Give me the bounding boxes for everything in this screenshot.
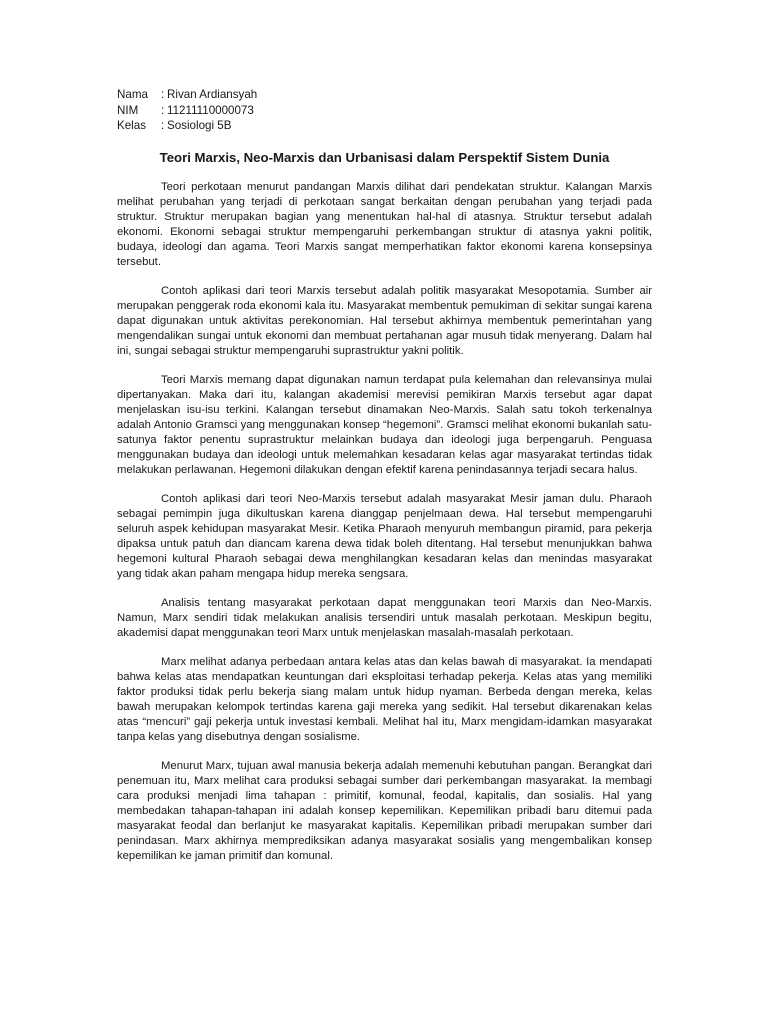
paragraph-6: Marx melihat adanya perbedaan antara kelas atas dan kelas bawah di masyarakat. Ia mendapati bahwa kelas atas mendapatkan keuntungan dari eksploitasi terhadap pekerja. Kelas atas yang memiliki faktor produksi tidak perlu bekerja siang malam untuk hidup nyaman. Berbeda dengan mereka, kelas bawah merupakan kelompok tertindas karena gaji mereka yang sedikit. Hal tersebut dikarenakan kelas atas “mencuri” gaji pekerja untuk investasi kembali. Melihat hal itu, Marx mengidam-idamkan masyarakat tanpa kelas yang disebutnya dengan sosialisme.	[117, 656, 652, 743]
paragraph-2: Contoh aplikasi dari teori Marxis tersebut adalah politik masyarakat Mesopotamia. Sumber air merupakan penggerak roda ekonomi kala itu. Masyarakat membentuk pemukiman di sekitar sungai karena dapat digunakan untuk aktivitas perekonomian. Hal tersebut akhirnya membentuk pemerintahan yang mengendalikan sungai untuk ekonomi dan membuat pertahanan agar musuh tidak menyerang. Dalam hal ini, sungai sebagai struktur mempengaruhi suprastruktur yakni politik.	[117, 285, 652, 357]
name-separator: :	[161, 88, 165, 101]
class-value: Sosiologi 5B	[167, 119, 232, 133]
name-value: Rivan Ardiansyah	[167, 88, 258, 101]
paragraph-1: Teori perkotaan menurut pandangan Marxis dilihat dari pendekatan struktur. Kalangan Marxis melihat perubahan yang terjadi di perkotaan sangat berkaitan dengan perubahan yang terjadi pada struktur. Struktur merupakan bagian yang menentukan hal-hal di atasnya. Struktur tersebut adalah ekonomi. Ekonomi sebagai struktur mempengaruhi perkembangan struktur di atasnya yakni politik, budaya, ideologi dan agama. Teori Marxis sangat memperhatikan faktor ekonomi karena konsepsinya tersebut.	[117, 181, 652, 268]
paragraph-4: Contoh aplikasi dari teori Neo-Marxis tersebut adalah masyarakat Mesir jaman dulu. Pharaoh sebagai pemimpin juga dikultuskan karena dianggap penjelmaan dewa. Hal tersebut mempengaruhi seluruh aspek kehidupan masyarakat Mesir. Ketika Pharaoh menyuruh membangun piramid, para pekerja dipaksa untuk patuh dan diancam karena dewa tidak boleh ditentang. Hal tersebut menunjukkan bahwa hegemoni kultural Pharaoh sebagai dewa menghilangkan kesadaran kelas dan menindas masyarakat yang tidak akan paham mengapa hidup mereka sengsara.	[117, 493, 652, 580]
paragraph-3: Teori Marxis memang dapat digunakan namun terdapat pula kelemahan dan relevansinya mulai dipertanyakan. Maka dari itu, kalangan akademisi merevisi pemikiran Marxis tersebut agar dapat menjelaskan isu-isu terkini. Kalangan tersebut dinamakan Neo-Marxis. Salah satu tokoh terkenalnya adalah Antonio Gramsci yang menggunakan konsep “hegemoni”. Gramsci melihat ekonomi bukanlah satu-satunya faktor penentu suprastruktur melainkan budaya dan ideologi juga berpengaruh. Penguasa menggunakan budaya dan ideologi untuk melemahkan kesadaran kelas agar masyarakat tertindas tidak melakukan perlawanan. Hegemoni dilakukan dengan efektif karena penindasannya terjadi secara halus.	[117, 374, 652, 476]
paragraph-7: Menurut Marx, tujuan awal manusia bekerja adalah memenuhi kebutuhan pangan. Berangkat dari penemuan itu, Marx melihat cara produksi sebagai sumber dari perkembangan masyarakat. Ia membagi cara produksi menjadi lima tahapan : primitif, komunal, feodal, kapitalis, dan sosialis. Hal yang membedakan tahapan-tahapan ini adalah konsep kepemilikan. Kepemilikan pribadi baru ditemui pada masyarakat feodal dan berlanjut ke masyarakat kapitalis. Kepemilikan pribadi merupakan sumber dari penindasan. Marx akhirnya memprediksikan adanya masyarakat sosialis yang mengembalikan konsep kepemilikan ke jaman primitif dan komunal.	[117, 760, 652, 862]
name-row	[117, 87, 257, 103]
document-body	[117, 180, 652, 878]
class-row	[117, 118, 257, 134]
nim-label: NIM	[117, 103, 139, 117]
document-title: Teori Marxis, Neo-Marxis dan Urbanisasi dalam Perspektif Sistem Dunia	[159, 150, 610, 165]
nim-value: 11211110000073	[167, 103, 254, 117]
paragraph-5: Analisis tentang masyarakat perkotaan dapat menggunakan teori Marxis dan Neo-Marxis. Namun, Marx sendiri tidak melakukan analisis tersendiri untuk masalah perkotaan. Meskipun begitu, akademisi dapat menggunakan teori Marx untuk menjelaskan masalah-masalah perkotaan.	[117, 597, 652, 639]
class-separator: :	[161, 119, 165, 133]
nim-separator: :	[161, 103, 165, 117]
nim-row	[117, 103, 257, 119]
student-info	[117, 87, 257, 134]
class-label: Kelas	[117, 119, 147, 133]
name-label: Nama	[117, 88, 148, 101]
